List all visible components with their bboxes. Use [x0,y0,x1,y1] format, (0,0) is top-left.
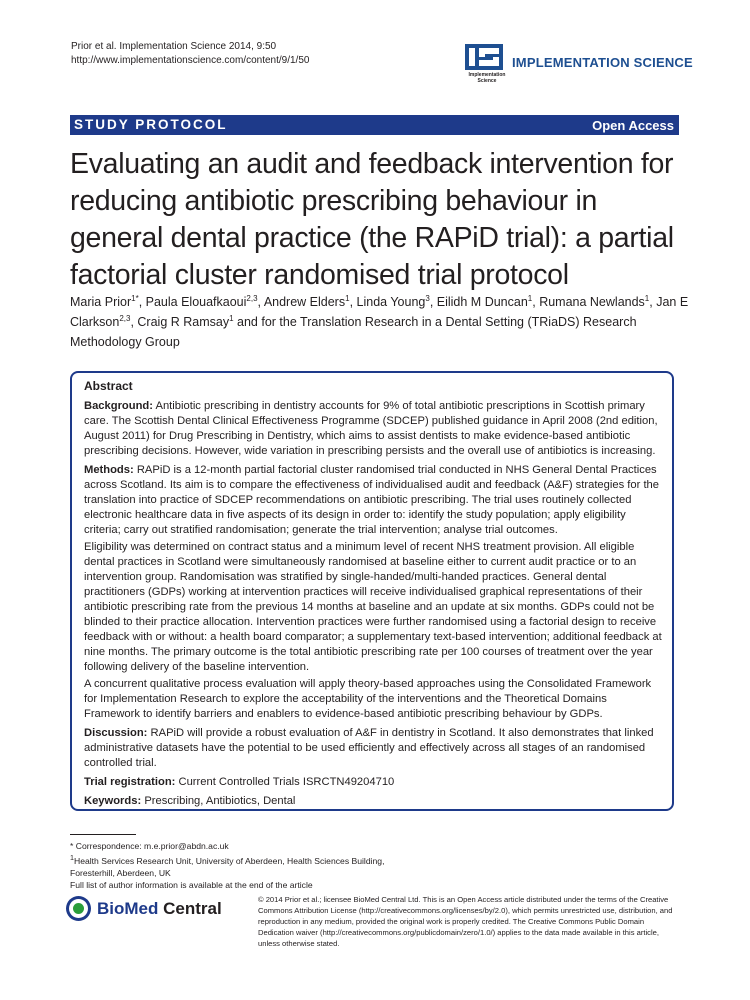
abstract-keywords: Keywords: Prescribing, Antibiotics, Dental [84,795,296,807]
open-access-label: Open Access [592,118,674,133]
article-url[interactable]: http://www.implementationscience.com/content/9/1/50 [71,55,310,66]
journal-logo[interactable] [465,44,693,89]
author-list: Maria Prior$^{1*}$, Paula Elouafkaoui$^{2,3}$, Andrew Elders$^1$, Linda Young$^3$, Eilidh M Duncan$^1$, Rumana Newlands$^1$, Jan E Clarkson$^{2,3}$, Craig R Ramsay$^1$ and for the Translation Research in a Dental Setting (TRiaDS) Research Methodology Group [70,293,689,349]
abstract-methods-2: Eligibility was determined on contract status and a minimum level of recent NHS treatment provision. All eligible dental practices in Scotland were simultaneously randomised at baseline either to current audit practice or to an intervention group. Randomisation was stratified by single-handed/multi-handed practices. General dental practitioners (GDPs) working at intervention practices will receive individualised graphical representations of their antibiotic prescribing rate from the previous 14 months at baseline and an update at six months. GDPs could not be blinded to their practice allocation. Intervention practices were further randomised using a factorial design to receive feedback with or without: a health board comparator; a supplementary text-based intervention; additional feedback at nine months. The primary outcome is the total antibiotic prescribing rate per 100 courses of treatment over the year following delivery of the baseline intervention. [84,541,662,673]
affiliation: $^1$Health Services Research Unit, University of Aberdeen, Health Sciences Building, Foresterhill, Aberdeen, UK [70,854,385,878]
article-title: Evaluating an audit and feedback intervention for reducing antibiotic prescribing behaviour in general dental practice (the RAPiD trial): a partial factorial cluster randomised trial protocol [70,148,674,291]
article-type-banner [70,115,679,135]
author: Craig R Ramsay [137,315,230,329]
citation-line: Prior et al. Implementation Science 2014, 9:50 [71,41,277,52]
publisher-name: BioMed Central [97,899,222,918]
author: Eilidh M Duncan [436,295,528,309]
author-affil: 3 [425,293,430,303]
author-affil: 1 [527,293,533,303]
abstract-heading: Abstract [84,379,133,393]
abstract-methods: Methods: RAPiD is a 12-month partial factorial cluster randomised trial conducted in NHS General Dental Practices across Scotland. Its aim is to compare the effectiveness of individualised audit and feedback (A&F) strategies for the translation into practice of SDCEP recommendations on antibiotic prescribing. The trial uses routinely collected electronic healthcare data in five aspects of its design in order to: identify the study population; apply eligibility criteria; carry out stratified randomisation; generate the trial intervention; analyse trial outcomes. [84,464,660,536]
author-affil: 2,3 [246,293,258,303]
license-text: © 2014 Prior et al.; licensee BioMed Central Ltd. This is an Open Access article distributed under the terms of the Creative Commons Attribution License (http://creativecommons.org/licenses/by/2.0), which permits unrestricted use, distribution, and reproduction in any medium, provided the original work is properly credited. The Creative Commons Public Domain Dedication waiver (http://creativecommons.org/publicdomain/zero/1.0/) applies to the data made available in this article, unless otherwise stated. [258,895,673,948]
author: Linda Young [356,295,426,309]
correspondence: * Correspondence: m.e.prior@abdn.ac.uk [70,841,229,851]
article-type: STUDY PROTOCOL [74,117,228,132]
author-group: and for the Translation Research in a Dental Setting (TRiaDS) Research Methodology Group [70,315,637,349]
journal-logo-subtitle: Implementation Science [468,72,506,84]
abstract-box [70,371,674,811]
author: Jan E Clarkson [70,295,689,329]
journal-logo-icon [465,44,503,70]
author-affil: 1 [229,313,234,323]
author-affil: 1 [644,293,650,303]
biomed-central-logo[interactable] [66,896,222,924]
abstract-methods-3: A concurrent qualitative process evaluation will apply theory-based approaches using the Consolidated Framework for Implementation Research to explore the acceptability of the interventions and the Theoretical Domains Framework to identify barriers and enablers to evidence-based antibiotic prescribing behaviour by GDPs. [84,678,652,720]
footnotes [70,840,390,891]
author: Rumana Newlands [539,295,645,309]
citation [71,40,309,68]
biomed-central-icon [66,896,91,921]
author-info-note: Full list of author information is available at the end of the article [70,879,313,890]
author-affil: 1 [345,293,350,303]
abstract-discussion: Discussion: RAPiD will provide a robust evaluation of A&F in dentistry in Scotland. It also demonstrates that linked administrative datasets have the potential to be used efficiently and effectively across all stages of an randomised controlled trial. [84,727,654,769]
abstract-registration: Trial registration: Current Controlled Trials ISRCTN49204710 [84,776,395,788]
author-affil: 1* [131,293,139,303]
author: Andrew Elders [263,295,346,309]
journal-name: IMPLEMENTATION SCIENCE [512,55,693,70]
author: Paula Elouafkaoui [145,295,247,309]
abstract-background: Background: Antibiotic prescribing in dentistry accounts for 9% of total antibiotic prescriptions in Scottish primary care. The Scottish Dental Clinical Effectiveness Programme (SDCEP) published guidance in April 2008 (2nd edition, August 2011) for Drug Prescribing in Dentistry, which aims to assist dentists to make evidence-based antibiotic prescribing decisions. However, wide variation in prescribing persists and the overall use of antibiotics is increasing. [84,400,658,457]
footnote-divider [70,834,136,835]
author-affil: 2,3 [119,313,131,323]
author: Maria Prior [70,295,132,309]
